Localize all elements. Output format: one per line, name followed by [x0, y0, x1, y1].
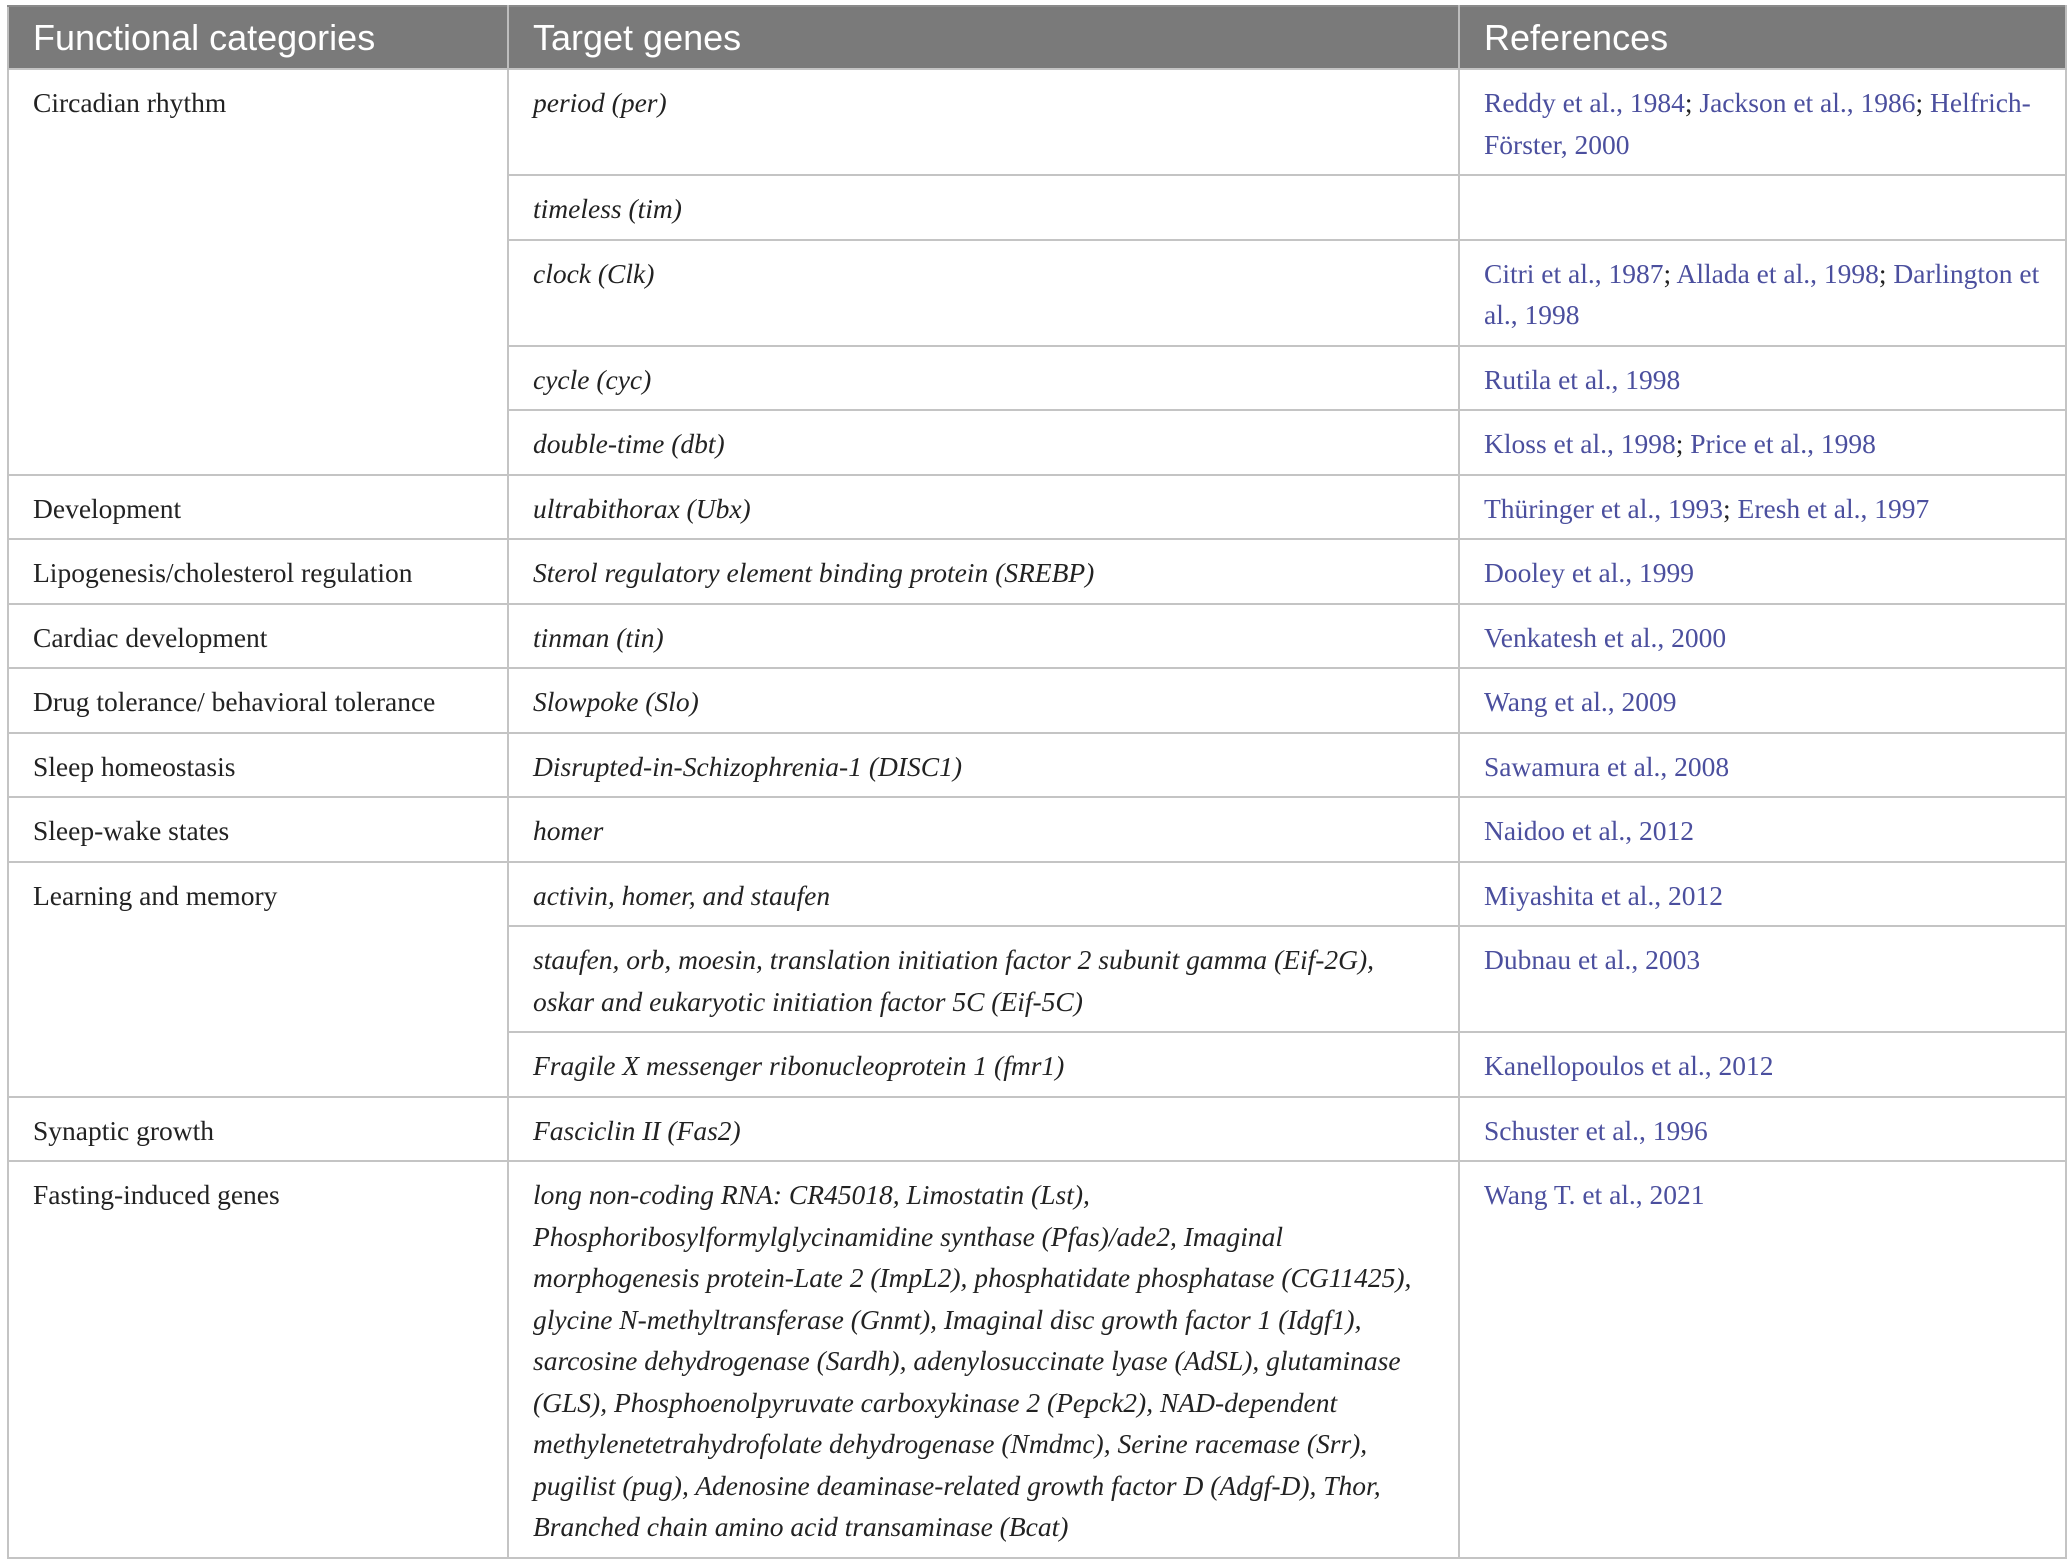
reference-link[interactable]: Venkatesh et al., 2000	[1484, 621, 1727, 653]
category-cell: Lipogenesis/cholesterol regulation	[8, 539, 508, 604]
references-cell	[1459, 926, 2066, 1032]
target-gene-cell: homer	[508, 797, 1459, 862]
category-cell: Learning and memory	[8, 862, 508, 1097]
category-cell: Development	[8, 475, 508, 540]
reference-link[interactable]: Dooley et al., 1999	[1484, 557, 1695, 588]
table-row	[8, 797, 2066, 862]
reference-link[interactable]: Kanellopoulos et al., 2012	[1484, 1050, 1774, 1081]
reference-link[interactable]: Citri et al., 1987	[1484, 257, 1664, 289]
references-cell	[1459, 346, 2066, 411]
references-cell	[1459, 539, 2066, 604]
reference-link[interactable]: Wang et al., 2009	[1484, 686, 1677, 717]
gene-table-container	[7, 5, 2065, 1559]
target-gene-cell: timeless (tim)	[508, 175, 1459, 240]
target-gene-cell: double-time (dbt)	[508, 410, 1459, 475]
references-cell	[1459, 475, 2066, 540]
reference-link[interactable]: Jackson et al., 1986	[1699, 87, 1916, 118]
reference-link[interactable]: Kloss et al., 1998	[1484, 428, 1676, 459]
reference-link[interactable]: Reddy et al., 1984	[1484, 87, 1685, 118]
references-cell	[1459, 862, 2066, 927]
reference-link[interactable]: Eresh et al., 1997	[1737, 492, 1930, 524]
header-target-genes: Target genes	[508, 6, 1459, 69]
reference-separator: ;	[1684, 87, 1700, 118]
references-cell	[1459, 1097, 2066, 1162]
table-row	[8, 733, 2066, 798]
target-gene-cell: activin, homer, and staufen	[508, 862, 1459, 927]
table-row	[8, 69, 2066, 175]
target-gene-cell: Disrupted-in-Schizophrenia-1 (DISC1)	[508, 733, 1459, 798]
table-row	[8, 475, 2066, 540]
table-row	[8, 1097, 2066, 1162]
category-cell: Cardiac development	[8, 604, 508, 669]
references-cell	[1459, 668, 2066, 733]
references-cell	[1459, 1032, 2066, 1097]
table-body	[8, 69, 2066, 1558]
references-cell	[1459, 604, 2066, 669]
table-row	[8, 668, 2066, 733]
target-gene-cell: staufen, orb, moesin, translation initiation factor 2 subunit gamma (Eif-2G), oskar and eukaryotic initiation factor 5C (Eif-5C)	[508, 926, 1459, 1032]
references-cell	[1459, 69, 2066, 175]
header-references: References	[1459, 6, 2066, 69]
category-cell: Synaptic growth	[8, 1097, 508, 1162]
reference-link[interactable]: Allada et al., 1998	[1676, 257, 1879, 289]
reference-link[interactable]: Rutila et al., 1998	[1484, 363, 1681, 395]
header-functional-categories: Functional categories	[8, 6, 508, 69]
reference-separator: ;	[1915, 87, 1931, 118]
category-cell: Sleep-wake states	[8, 797, 508, 862]
reference-link[interactable]: Dubnau et al., 2003	[1484, 944, 1701, 975]
target-gene-cell: clock (Clk)	[508, 240, 1459, 346]
target-gene-cell: cycle (cyc)	[508, 346, 1459, 411]
category-cell: Circadian rhythm	[8, 69, 508, 475]
reference-link[interactable]: Miyashita et al., 2012	[1484, 879, 1724, 911]
target-gene-cell: Sterol regulatory element binding protein (SREBP)	[508, 539, 1459, 604]
reference-link[interactable]: Helfrich-Förster, 2000	[1484, 87, 2031, 160]
header-row	[8, 6, 2066, 69]
reference-separator: ;	[1663, 257, 1677, 289]
category-cell: Fasting-induced genes	[8, 1161, 508, 1558]
target-gene-cell: period (per)	[508, 69, 1459, 175]
table-header	[8, 6, 2066, 69]
gene-table	[7, 5, 2067, 1559]
target-gene-cell: Slowpoke (Slo)	[508, 668, 1459, 733]
references-cell	[1459, 410, 2066, 475]
references-cell	[1459, 733, 2066, 798]
reference-link[interactable]: Schuster et al., 1996	[1484, 1114, 1708, 1146]
references-cell	[1459, 240, 2066, 346]
table-row	[8, 604, 2066, 669]
table-row	[8, 1161, 2066, 1558]
category-cell: Sleep homeostasis	[8, 733, 508, 798]
reference-link[interactable]: Darlington et al., 1998	[1484, 257, 2040, 330]
reference-separator: ;	[1723, 492, 1738, 524]
target-gene-cell: Fasciclin II (Fas2)	[508, 1097, 1459, 1162]
reference-link[interactable]: Naidoo et al., 2012	[1484, 815, 1695, 846]
reference-link[interactable]: Thüringer et al., 1993	[1484, 492, 1724, 524]
table-row	[8, 539, 2066, 604]
reference-link[interactable]: Sawamura et al., 2008	[1484, 750, 1730, 782]
reference-separator: ;	[1675, 428, 1691, 459]
target-gene-cell: ultrabithorax (Ubx)	[508, 475, 1459, 540]
reference-link[interactable]: Wang T. et al., 2021	[1484, 1179, 1705, 1210]
reference-separator: ;	[1878, 257, 1894, 289]
target-gene-cell: long non-coding RNA: CR45018, Limostatin (Lst), Phosphoribosylformylglycinamidine synthase (Pfas)/ade2, Imaginal morphogenesis protein-Late 2 (ImpL2), phosphatidate phosphatase (CG11425), glycine N-methyltransferase (Gnmt), Imaginal disc growth factor 1 (Idgf1), sarcosine dehydrogenase (Sardh), adenylosuccinate lyase (AdSL), glutaminase (GLS), Phosphoenolpyruvate carboxykinase 2 (Pepck2), NAD-dependent methylenetetrahydrofolate dehydrogenase (Nmdmc), Serine racemase (Srr), pugilist (pug), Adenosine deaminase-related growth factor D (Adgf-D), Thor, Branched chain amino acid transaminase (Bcat)	[508, 1161, 1459, 1558]
table-row	[8, 862, 2066, 927]
target-gene-cell: Fragile X messenger ribonucleoprotein 1 (fmr1)	[508, 1032, 1459, 1097]
references-cell	[1459, 797, 2066, 862]
category-cell: Drug tolerance/ behavioral tolerance	[8, 668, 508, 733]
target-gene-cell: tinman (tin)	[508, 604, 1459, 669]
reference-link[interactable]: Price et al., 1998	[1690, 428, 1876, 459]
references-cell	[1459, 175, 2066, 240]
references-cell	[1459, 1161, 2066, 1558]
